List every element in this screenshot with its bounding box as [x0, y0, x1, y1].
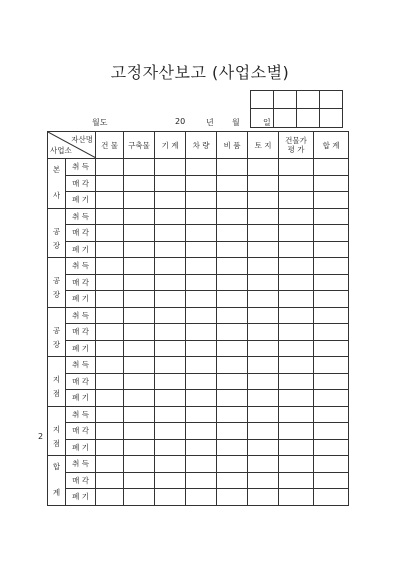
value-cell[interactable]	[124, 439, 155, 456]
header-asset-label: 자산명	[71, 135, 93, 144]
value-cell[interactable]	[96, 489, 124, 506]
value-cell[interactable]	[217, 159, 248, 176]
value-cell[interactable]	[279, 406, 314, 423]
value-cell[interactable]	[186, 472, 217, 489]
day-label: 일	[263, 118, 271, 127]
approval-cell[interactable]	[251, 91, 274, 109]
row-action-label: 폐 기	[66, 439, 96, 456]
row-action-label: 폐 기	[66, 340, 96, 357]
value-cell[interactable]	[186, 225, 217, 242]
value-cell[interactable]	[217, 456, 248, 473]
value-cell[interactable]	[155, 241, 186, 258]
table-row	[48, 241, 349, 258]
value-cell[interactable]	[248, 439, 279, 456]
value-cell[interactable]	[124, 175, 155, 192]
group-label-line: 사	[52, 191, 61, 201]
col-header: 건물가 평 가	[279, 132, 314, 159]
value-cell[interactable]	[186, 192, 217, 209]
value-cell[interactable]	[279, 439, 314, 456]
value-cell[interactable]	[186, 423, 217, 440]
value-cell[interactable]	[155, 192, 186, 209]
value-cell[interactable]	[186, 208, 217, 225]
value-cell[interactable]	[217, 258, 248, 275]
approval-cell[interactable]	[320, 91, 343, 109]
value-cell[interactable]	[124, 340, 155, 357]
value-cell[interactable]	[124, 274, 155, 291]
header-corner-cell	[48, 132, 96, 159]
group-label-line	[48, 312, 65, 324]
value-cell[interactable]	[155, 423, 186, 440]
group-label-line: 점	[52, 389, 61, 399]
value-cell[interactable]	[124, 258, 155, 275]
value-cell[interactable]	[248, 291, 279, 308]
col-header: 기 계	[155, 132, 186, 159]
value-cell[interactable]	[96, 324, 124, 341]
group-label-line: 장	[52, 339, 61, 349]
value-cell[interactable]	[279, 291, 314, 308]
col-header: 차 량	[186, 132, 217, 159]
value-cell[interactable]	[217, 175, 248, 192]
row-action-label: 취 득	[66, 456, 96, 473]
value-cell[interactable]	[124, 307, 155, 324]
group-label-line: 장	[52, 240, 61, 250]
value-cell[interactable]	[124, 192, 155, 209]
value-cell[interactable]	[186, 274, 217, 291]
value-cell[interactable]	[155, 225, 186, 242]
group-label-line: 장	[52, 290, 61, 300]
month-label: 월도	[92, 118, 108, 127]
value-cell[interactable]	[186, 175, 217, 192]
value-cell[interactable]	[279, 423, 314, 440]
value-cell[interactable]	[217, 225, 248, 242]
value-cell[interactable]	[96, 208, 124, 225]
value-cell[interactable]	[217, 439, 248, 456]
value-cell[interactable]	[186, 291, 217, 308]
value-cell[interactable]	[279, 208, 314, 225]
value-cell[interactable]	[279, 307, 314, 324]
value-cell[interactable]	[96, 456, 124, 473]
value-cell[interactable]	[248, 192, 279, 209]
page-title: 고정자산보고 (사업소별)	[110, 63, 290, 82]
value-cell[interactable]	[314, 439, 349, 456]
row-action-label: 폐 기	[66, 390, 96, 407]
value-cell[interactable]	[217, 373, 248, 390]
table-row	[48, 225, 349, 242]
value-cell[interactable]	[314, 241, 349, 258]
value-cell[interactable]	[217, 489, 248, 506]
value-cell[interactable]	[248, 423, 279, 440]
value-cell[interactable]	[155, 208, 186, 225]
value-cell[interactable]	[124, 390, 155, 407]
value-cell[interactable]	[248, 159, 279, 176]
group-label-line	[48, 213, 65, 225]
value-cell[interactable]	[248, 340, 279, 357]
value-cell[interactable]	[186, 307, 217, 324]
row-action-label: 취 득	[66, 258, 96, 275]
group-label-cell	[48, 357, 66, 407]
value-cell[interactable]	[248, 258, 279, 275]
row-action-label: 취 득	[66, 357, 96, 374]
value-cell[interactable]	[217, 192, 248, 209]
group-label-cell	[48, 456, 66, 506]
value-cell[interactable]	[96, 472, 124, 489]
value-cell[interactable]	[96, 439, 124, 456]
value-cell[interactable]	[248, 373, 279, 390]
group-label-line: 지	[52, 424, 61, 434]
value-cell[interactable]	[96, 357, 124, 374]
value-cell[interactable]	[314, 291, 349, 308]
group-label-cell	[48, 307, 66, 357]
value-cell[interactable]	[96, 291, 124, 308]
table-row	[48, 406, 349, 423]
value-cell[interactable]	[124, 373, 155, 390]
value-cell[interactable]	[314, 307, 349, 324]
value-cell[interactable]	[248, 225, 279, 242]
value-cell[interactable]	[314, 175, 349, 192]
value-cell[interactable]	[155, 291, 186, 308]
group-label-line: 점	[52, 438, 61, 448]
value-cell[interactable]	[155, 406, 186, 423]
value-cell[interactable]	[314, 489, 349, 506]
value-cell[interactable]	[96, 340, 124, 357]
value-cell[interactable]	[186, 324, 217, 341]
table-row	[48, 291, 349, 308]
header-office-label: 사업소	[50, 146, 72, 155]
group-label-line: 본	[52, 165, 61, 174]
table-row	[48, 357, 349, 374]
table-row	[48, 307, 349, 324]
value-cell[interactable]	[279, 225, 314, 242]
table-row	[48, 208, 349, 225]
value-cell[interactable]	[279, 456, 314, 473]
value-cell[interactable]	[248, 324, 279, 341]
group-label-cell	[48, 406, 66, 456]
value-cell[interactable]	[314, 456, 349, 473]
group-label-line	[48, 474, 65, 486]
value-cell[interactable]	[96, 175, 124, 192]
row-action-label: 폐 기	[66, 192, 96, 209]
value-cell[interactable]	[124, 472, 155, 489]
value-cell[interactable]	[124, 456, 155, 473]
value-cell[interactable]	[124, 159, 155, 176]
value-cell[interactable]	[217, 241, 248, 258]
row-action-label: 폐 기	[66, 489, 96, 506]
value-cell[interactable]	[314, 357, 349, 374]
col-header: 비 품	[217, 132, 248, 159]
row-action-label: 폐 기	[66, 241, 96, 258]
value-cell[interactable]	[186, 390, 217, 407]
value-cell[interactable]	[279, 489, 314, 506]
value-cell[interactable]	[279, 159, 314, 176]
value-cell[interactable]	[96, 406, 124, 423]
value-cell[interactable]	[96, 390, 124, 407]
group-label-line	[48, 177, 65, 189]
value-cell[interactable]	[314, 324, 349, 341]
table-row	[48, 423, 349, 440]
value-cell[interactable]	[96, 373, 124, 390]
table-row	[48, 340, 349, 357]
table-row	[48, 472, 349, 489]
value-cell[interactable]	[217, 406, 248, 423]
value-cell[interactable]	[124, 324, 155, 341]
value-cell[interactable]	[279, 175, 314, 192]
year-label: 년	[206, 118, 214, 127]
value-cell[interactable]	[217, 472, 248, 489]
row-action-label: 매 각	[66, 175, 96, 192]
table-row	[48, 390, 349, 407]
approval-cell[interactable]	[274, 91, 297, 109]
value-cell[interactable]	[248, 406, 279, 423]
value-cell[interactable]	[124, 225, 155, 242]
value-cell[interactable]	[186, 241, 217, 258]
row-action-label: 매 각	[66, 472, 96, 489]
value-cell[interactable]	[217, 208, 248, 225]
row-action-label: 취 득	[66, 159, 96, 176]
value-cell[interactable]	[96, 274, 124, 291]
value-cell[interactable]	[124, 291, 155, 308]
group-label-line: 공	[52, 325, 61, 335]
group-label-line: 공	[52, 276, 61, 285]
value-cell[interactable]	[186, 357, 217, 374]
value-cell[interactable]	[124, 489, 155, 506]
value-cell[interactable]	[155, 324, 186, 341]
value-cell[interactable]	[155, 340, 186, 357]
group-label-line: 합	[52, 462, 61, 471]
table-row	[48, 159, 349, 176]
table-row	[48, 175, 349, 192]
row-action-label: 취 득	[66, 307, 96, 324]
value-cell[interactable]	[155, 472, 186, 489]
row-action-label: 매 각	[66, 373, 96, 390]
table-row	[48, 489, 349, 506]
value-cell[interactable]	[96, 192, 124, 209]
row-action-label: 매 각	[66, 225, 96, 242]
side-number: 2	[38, 432, 44, 441]
value-cell[interactable]	[186, 159, 217, 176]
value-cell[interactable]	[217, 324, 248, 341]
col-header: 구축물	[124, 132, 155, 159]
value-cell[interactable]	[314, 390, 349, 407]
value-cell[interactable]	[155, 175, 186, 192]
value-cell[interactable]	[155, 258, 186, 275]
value-cell[interactable]	[155, 439, 186, 456]
year-prefix: 20	[175, 117, 186, 126]
approval-cell[interactable]	[297, 91, 320, 109]
approval-cell[interactable]	[320, 109, 343, 128]
value-cell[interactable]	[217, 390, 248, 407]
value-cell[interactable]	[217, 423, 248, 440]
row-action-label: 매 각	[66, 324, 96, 341]
table-row	[48, 373, 349, 390]
value-cell[interactable]	[314, 373, 349, 390]
value-cell[interactable]	[186, 439, 217, 456]
value-cell[interactable]	[155, 307, 186, 324]
value-cell[interactable]	[248, 456, 279, 473]
value-cell[interactable]	[279, 258, 314, 275]
value-cell[interactable]	[248, 357, 279, 374]
col-header: 건 물	[96, 132, 124, 159]
value-cell[interactable]	[314, 423, 349, 440]
value-cell[interactable]	[314, 472, 349, 489]
approval-cell[interactable]	[297, 109, 320, 128]
value-cell[interactable]	[155, 390, 186, 407]
value-cell[interactable]	[248, 307, 279, 324]
value-cell[interactable]	[248, 489, 279, 506]
value-cell[interactable]	[186, 406, 217, 423]
value-cell[interactable]	[217, 340, 248, 357]
row-action-label: 폐 기	[66, 291, 96, 308]
value-cell[interactable]	[314, 258, 349, 275]
table-row	[48, 439, 349, 456]
group-label-cell	[48, 159, 66, 209]
value-cell[interactable]	[248, 274, 279, 291]
value-cell[interactable]	[279, 192, 314, 209]
value-cell[interactable]	[186, 373, 217, 390]
value-cell[interactable]	[279, 241, 314, 258]
row-action-label: 취 득	[66, 406, 96, 423]
value-cell[interactable]	[314, 159, 349, 176]
value-cell[interactable]	[155, 373, 186, 390]
row-action-label: 매 각	[66, 423, 96, 440]
value-cell[interactable]	[124, 423, 155, 440]
value-cell[interactable]	[248, 175, 279, 192]
value-cell[interactable]	[279, 373, 314, 390]
value-cell[interactable]	[186, 340, 217, 357]
value-cell[interactable]	[248, 390, 279, 407]
value-cell[interactable]	[279, 274, 314, 291]
col-header: 합 계	[314, 132, 349, 159]
month-day-label: 월	[232, 118, 240, 127]
value-cell[interactable]	[155, 357, 186, 374]
approval-cell[interactable]	[274, 109, 297, 128]
table-row	[48, 258, 349, 275]
row-action-label: 매 각	[66, 274, 96, 291]
value-cell[interactable]	[217, 274, 248, 291]
group-label-line: 공	[52, 226, 61, 236]
row-action-label: 취 득	[66, 208, 96, 225]
value-cell[interactable]	[217, 357, 248, 374]
value-cell[interactable]	[96, 241, 124, 258]
table-row	[48, 274, 349, 291]
value-cell[interactable]	[124, 406, 155, 423]
group-label-line	[48, 262, 65, 274]
value-cell[interactable]	[314, 208, 349, 225]
value-cell[interactable]	[279, 324, 314, 341]
table-row	[48, 192, 349, 209]
value-cell[interactable]	[248, 208, 279, 225]
asset-report-table	[47, 131, 349, 506]
value-cell[interactable]	[314, 340, 349, 357]
value-cell[interactable]	[186, 489, 217, 506]
table-row	[48, 324, 349, 341]
group-label-line: 계	[52, 488, 61, 498]
value-cell[interactable]	[314, 274, 349, 291]
value-cell[interactable]	[155, 274, 186, 291]
value-cell[interactable]	[96, 159, 124, 176]
table-row	[48, 456, 349, 473]
value-cell[interactable]	[314, 192, 349, 209]
value-cell[interactable]	[217, 307, 248, 324]
value-cell[interactable]	[124, 357, 155, 374]
value-cell[interactable]	[314, 406, 349, 423]
value-cell[interactable]	[217, 291, 248, 308]
value-cell[interactable]	[314, 225, 349, 242]
value-cell[interactable]	[248, 472, 279, 489]
group-label-line: 지	[52, 375, 61, 384]
group-label-cell	[48, 258, 66, 308]
value-cell[interactable]	[279, 472, 314, 489]
value-cell[interactable]	[96, 225, 124, 242]
value-cell[interactable]	[96, 258, 124, 275]
value-cell[interactable]	[155, 489, 186, 506]
value-cell[interactable]	[279, 357, 314, 374]
value-cell[interactable]	[124, 241, 155, 258]
value-cell[interactable]	[155, 456, 186, 473]
group-label-line	[48, 411, 65, 423]
value-cell[interactable]	[279, 340, 314, 357]
value-cell[interactable]	[248, 241, 279, 258]
value-cell[interactable]	[186, 456, 217, 473]
value-cell[interactable]	[186, 258, 217, 275]
value-cell[interactable]	[96, 423, 124, 440]
value-cell[interactable]	[124, 208, 155, 225]
value-cell[interactable]	[279, 390, 314, 407]
group-label-cell	[48, 208, 66, 258]
value-cell[interactable]	[155, 159, 186, 176]
col-header: 토 지	[248, 132, 279, 159]
group-label-line	[48, 361, 65, 373]
value-cell[interactable]	[96, 307, 124, 324]
